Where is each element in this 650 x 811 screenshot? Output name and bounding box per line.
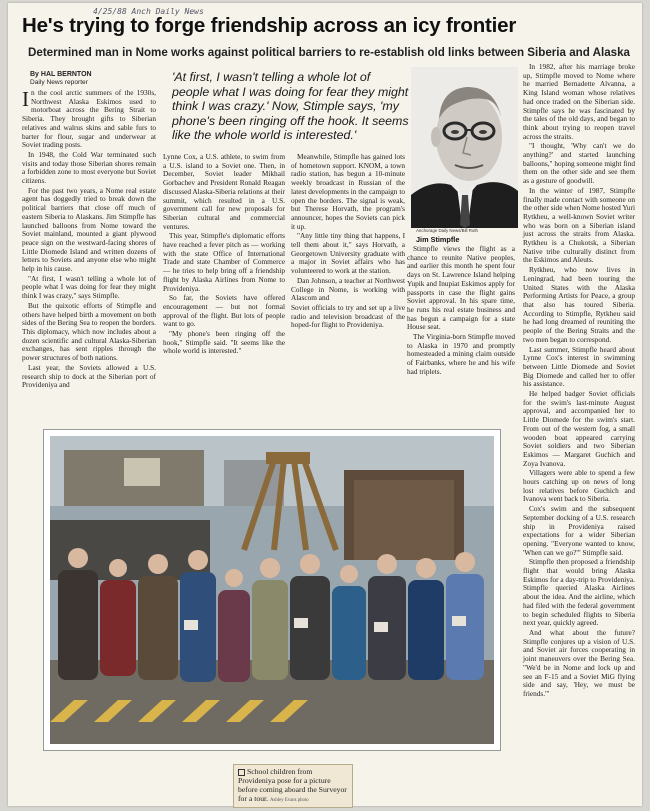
group-photo-image [44, 430, 500, 750]
photo-caption [233, 764, 353, 808]
byline-name: By HAL BERNTON [30, 71, 92, 78]
article-column-4 [407, 244, 515, 376]
paragraph: For the past two years, a Nome real estate agent has doggedly tried to break down the political barriers that close off much of eastern Siberia to Alaskans. Jim Stimpfle has launched balloons from Nome toward the Soviet mainland, mounted a giant plywood peace sign on the westward-facing shores of Little Diomede Island and written dozens of letters to Soviets and anyone else who might help in his cause. [22, 185, 156, 274]
drop-cap: I [22, 87, 29, 111]
paragraph: "At first, I wasn't telling a whole lot of people what I was doing for fear they might think I was crazy," says Stimpfle. [22, 273, 156, 301]
paragraph: But the quixotic efforts of Stimpfle and others have helped birth a movement on both sides of the Bering Sea to reopen the borders. This diplomacy, which now includes about a dozen scientific and cultural Alaska-Siberian exchanges, has sent ripples through the power structures of both nations. [22, 300, 156, 363]
paragraph: In 1982, after his marriage broke up, Stimpfle moved to Nome where he married Bernadette Alvanna, a King Island woman whose relatives had once traded on the Siberian side. Stimpfle says he was fascinated by the tales of the old days, and began to think about trying to reopen travel across the straits. [523, 62, 635, 141]
pull-quote: 'At first, I wasn't telling a whole lot of people what I was doing for fear they might think I was crazy.' Now, Stimple says, 'my phone's been ringing off the hook. It seems like the whole world is interested.' [172, 70, 409, 143]
article-column-5 [523, 63, 635, 791]
subheadline: Determined man in Nome works against political barriers to re-establish old links between Siberia and Alaska [28, 46, 630, 59]
paragraph: The Virginia-born Stimpfle moved to Alaska in 1970 and promptly homesteaded a mining claim outside of Fairbanks, where he and his wife had triplets. [407, 332, 515, 376]
caption-box-icon [238, 769, 245, 776]
byline-role: Daily News reporter [30, 79, 88, 86]
paragraph: This year, Stimpfle's diplomatic efforts have reached a fever pitch as — working with the state Office of International Trade and state Chamber of Commerce — he tries to help bring off a friendship flight by Alaska Airlines from Nome to Provideniya. [163, 231, 285, 293]
portrait-photo [411, 67, 518, 228]
paragraph: He helped badger Soviet officials for the swim's last-minute August approval, and accompanied her to Little Diomede for the swim's start. From out of the western fog, a small wooden boat appeared carrying Soviet soldiers and two Siberian Eskimos — Margaret Guchich and Zoya Ivanova. [523, 389, 635, 468]
caption-text: School children from Provideniya pose for a picture before coming aboard the Surveyor for a tour. [238, 767, 347, 803]
paragraph: And what about the future? Stimpfle conjures up a vision of U.S. and Soviet air forces cooperating in joint maneuvers over the Bering Sea. "We'd be in Nome and lock up and see an F-15 and a Soviet MiG flying side and say, 'Hey, we must be friends.'" [523, 628, 635, 698]
paragraph: Last summer, Stimpfle heard about Lynne Cox's interest in swimming between Little Diomede and Soviet Big Diomede and called her to offer his assistance. [523, 344, 635, 389]
article-column-2 [163, 153, 285, 425]
portrait-image [411, 67, 518, 228]
caption-credit: Ashley Evans photo [270, 798, 309, 803]
paragraph: Stimpfle views the flight as a chance to reunite Native peoples, and earlier this month he spent four days on St. Lawrence Island helping Yupik and Inupiat Eskimos apply for passports in case the flight gains Soviet approval. In his spare time, he runs his real estate business and has begun a campaign for a state House seat. [407, 244, 515, 332]
newspaper-clipping [8, 3, 642, 806]
paragraph: n the cool arctic summers of the 1930s, Northwest Alaska Eskimos used to motorboat across the Bering Strait to Siberia. They brought gifts to Siberian relatives and walrus skins and sable furs to barter for flour, sugar and underwear at Soviet trading posts. [22, 88, 156, 150]
paragraph: Cox's swim and the subsequent September docking of a U.S. research ship in Provideniya raised expectations for a wider Siberian opening. "Everyone wanted to know, 'When can we go?'" Stimpfle said. [523, 504, 635, 557]
paragraph: Stimpfle then proposed a friendship flight that would bring Alaska Eskimos for a day-trip to Provideniya. Stimpfle queried Alaska Airlines about the idea. And the airline, which had filed with the federal government to begin scheduled flights to Siberia next year, quickly agreed. [523, 557, 635, 628]
paragraph: Last year, the Soviets allowed a U.S. research ship to dock at the Siberian port of Provideniya and [22, 362, 156, 390]
byline [30, 71, 160, 87]
paragraph: Villagers were able to spend a few hours catching up on news of long lost relatives before Guchich and Ivanova went back to Siberia. [523, 468, 635, 504]
paragraph: In the winter of 1987, Stimpfle finally made contact with someone on the other side when Nome hosted Yuri Rytkheu, a well-known Soviet writer who was born on a Siberian island just across the straits from Alaska. Rytkheu is a Chukotsk, a Siberian Native tribe culturally distinct from the Eskimos and Aleuts. [523, 185, 635, 265]
headline: He's trying to forge friendship across an icy frontier [22, 14, 517, 37]
paragraph: In 1948, the Cold War terminated such visits and today those Siberian shores remain a forbidden zone to most everyone but Soviet citizens. [22, 149, 156, 186]
paragraph: Meanwhile, Stimpfle has gained lots of hometown support. KNOM, a town radio station, has begun a 10-minute weekly broadcast in Russian of the latest developments in the campaign to open the borders. The signal is weak, but Therese Horvath, the program's announcer, hopes the Soviets can pick it up. [291, 152, 405, 231]
paragraph: Dan Johnson, a teacher at Northwest College in Nome, is working with Alascom and [291, 275, 405, 303]
paragraph: Lynne Cox, a U.S. athlete, to swim from a U.S. island to a Soviet one. Then, in December, Soviet leader Mikhail Gorbachev and President Ronald Reagan discussed Alaska-Siberia relations at their summit, which resulted in a U.S. government call for new proposals for Siberian cultural and commercial ventures. [163, 152, 285, 231]
paragraph: Soviet officials to try and set up a live radio and television broadcast of the hoped-for flight to Provideniya. [291, 302, 405, 330]
handwritten-note: 4/25/88 Anch Daily News [93, 7, 204, 16]
group-photo [43, 429, 501, 751]
paragraph: "I thought, 'Why can't we do anything?' and started launching balloons," hoping someone might find them on the other side and see them as a gesture of goodwill. [523, 141, 635, 186]
paragraph: Rytkheu, who now lives in Leningrad, had been touring the United States with the Alaska Performing Artists for Peace, a group that also has toured Siberia. According to Stimpfle, Rytkheu said he had long dreamed of reuniting the people of the Bering Straits and the two men began to correspond. [523, 265, 635, 344]
paragraph: So far, the Soviets have offered encouragement — but not formal approval of the flight. But lots of people want to go. [163, 293, 285, 329]
portrait-credit: Anchorage Daily News/Bill Roth [416, 228, 478, 233]
paragraph: "Any little tiny thing that happens, I tell them about it," says Horvath, a Georgetown University graduate with a major in Soviet affairs who has volunteered to work at the station. [291, 231, 405, 276]
paragraph: "My phone's been ringing off the hook," Stimpfle said. "It seems like the whole world is interested." [163, 329, 285, 356]
portrait-name: Jim Stimpfle [416, 235, 460, 244]
article-column-1 [22, 89, 156, 425]
article-column-3 [291, 153, 405, 393]
